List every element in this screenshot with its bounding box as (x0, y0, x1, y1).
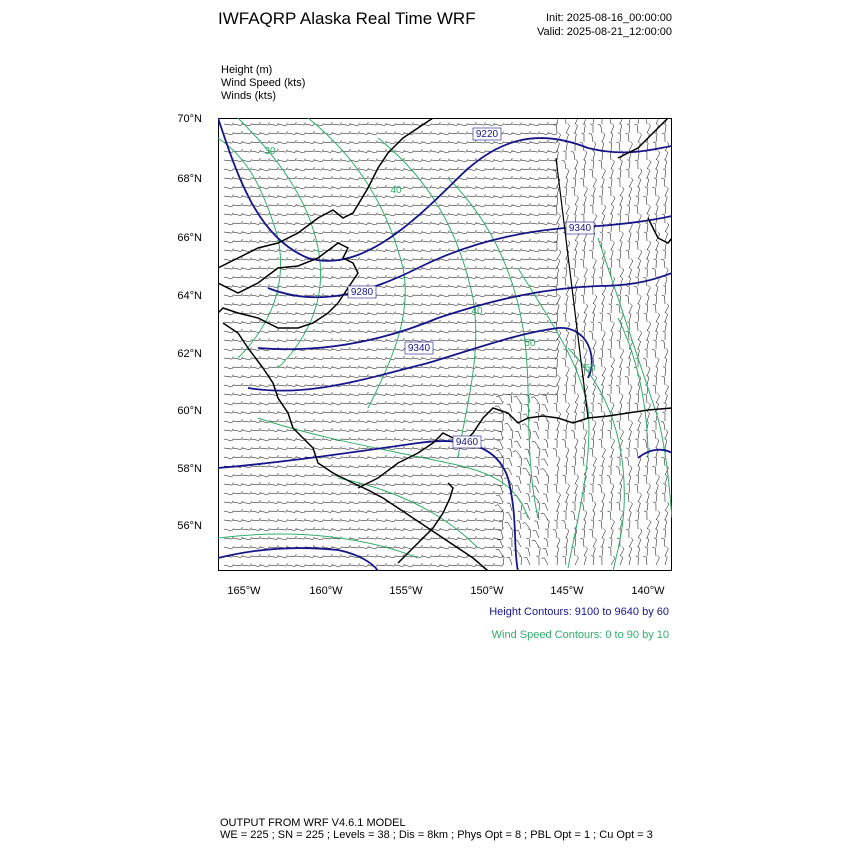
lon-tick-145: 145°W (550, 585, 584, 597)
lon-tick-140: 140°W (631, 585, 665, 597)
lon-tick-150: 150°W (470, 585, 504, 597)
lat-tick-62: 62°N (177, 348, 202, 360)
var-wind-speed: Wind Speed (kts) (221, 77, 306, 89)
lat-tick-66: 66°N (177, 232, 202, 244)
map-title: IWFAQRP Alaska Real Time WRF (218, 9, 476, 28)
init-time: Init: 2025-08-16_00:00:00 (546, 12, 672, 24)
lat-tick-64: 64°N (177, 290, 202, 302)
valid-time: Valid: 2025-08-21_12:00:00 (537, 26, 672, 38)
var-winds: Winds (kts) (221, 90, 276, 102)
lat-tick-70: 70°N (177, 113, 202, 125)
lat-tick-58: 58°N (177, 463, 202, 475)
lat-tick-60: 60°N (177, 405, 202, 417)
var-height: Height (m) (221, 64, 273, 76)
lon-tick-160: 160°W (309, 585, 343, 597)
lat-tick-56: 56°N (177, 520, 202, 532)
wrf-map (218, 118, 672, 571)
lat-tick-68: 68°N (177, 173, 202, 185)
lon-tick-165: 165°W (227, 585, 261, 597)
lon-tick-155: 155°W (389, 585, 423, 597)
